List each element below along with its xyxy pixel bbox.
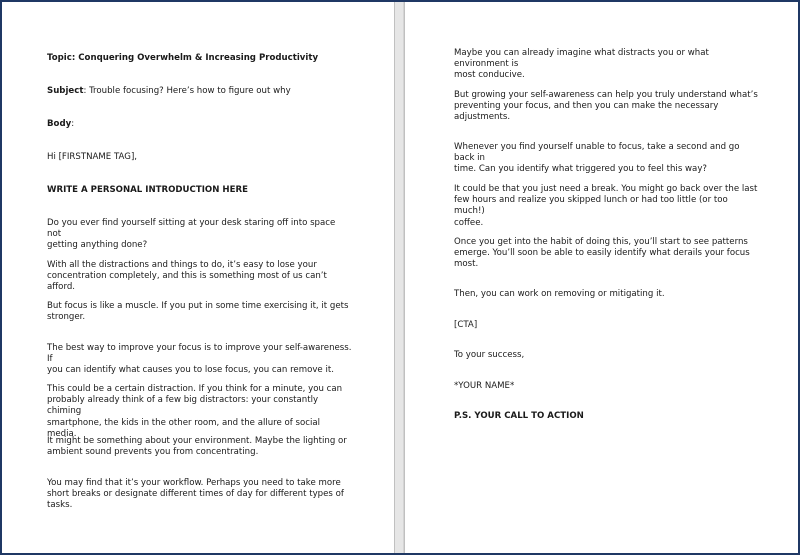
paragraph: The best way to improve your focus is to improve your self-awareness. If you can identify what causes you to lose focus, you can remove it.	[47, 343, 352, 376]
paragraph: Maybe you can already imagine what distracts you or what environment is most conducive.	[454, 48, 709, 81]
page-gap	[395, 2, 403, 553]
paragraph: Then, you can work on removing or mitigating it.	[454, 289, 665, 299]
paragraph: It could be that you just need a break. You might go back over the last few hours and realize you skipped lunch or had too little (or too much!) coffee.	[454, 184, 758, 228]
sender-name: *YOUR NAME*	[454, 381, 515, 391]
cta-placeholder: [CTA]	[454, 320, 478, 330]
paragraph: But growing your self-awareness can help you truly understand what’s preventing your focus, and then you can make the necessary adjustments.	[454, 90, 758, 123]
ps-text: P.S. YOUR CALL TO ACTION	[454, 411, 584, 421]
document-viewer	[2, 2, 798, 553]
topic-line	[47, 53, 352, 64]
paragraph: It might be something about your environment. Maybe the lighting or ambient sound prevents you from concentrating.	[47, 436, 347, 458]
page-1	[2, 2, 395, 553]
page-2	[404, 2, 798, 553]
paragraph: But focus is like a muscle. If you put in some time exercising it, it gets stronger.	[47, 301, 349, 323]
subject-text: : Trouble focusing? Here’s how to figure out why	[83, 86, 291, 96]
topic-text: Topic: Conquering Overwhelm & Increasing Productivity	[47, 53, 319, 63]
subject-line	[47, 86, 352, 97]
paragraph: Whenever you find yourself unable to focus, take a second and go back in time. Can you identify what triggered you to feel this way?	[454, 142, 740, 175]
signoff: To your success,	[454, 350, 525, 360]
intro-placeholder-text: WRITE A PERSONAL INTRODUCTION HERE	[47, 185, 248, 195]
paragraph: With all the distractions and things to do, it’s easy to lose your concentration completely, and this is something most of us can’t afford.	[47, 260, 327, 293]
body-label: Body	[47, 119, 72, 129]
paragraph: Once you get into the habit of doing this, you’ll start to see patterns emerge. You’ll soon be able to easily identify what derails your focus most.	[454, 237, 750, 270]
subject-label: Subject	[47, 86, 84, 96]
body-line	[47, 119, 352, 130]
paragraph: This could be a certain distraction. If you think for a minute, you can probably already think of a few big distractors: your constantly chiming smartphone, the kids in the other room, and the allure of social media.	[47, 384, 343, 439]
ps-line	[454, 411, 759, 422]
paragraph: Do you ever find yourself sitting at your desk staring off into space not getting anything done?	[47, 218, 336, 251]
paragraph: You may find that it’s your workflow. Perhaps you need to take more short breaks or designate different times of day for different types of tasks.	[47, 478, 344, 511]
body-colon: :	[71, 119, 75, 129]
intro-placeholder	[47, 185, 352, 196]
greeting: Hi [FIRSTNAME TAG],	[47, 152, 138, 162]
